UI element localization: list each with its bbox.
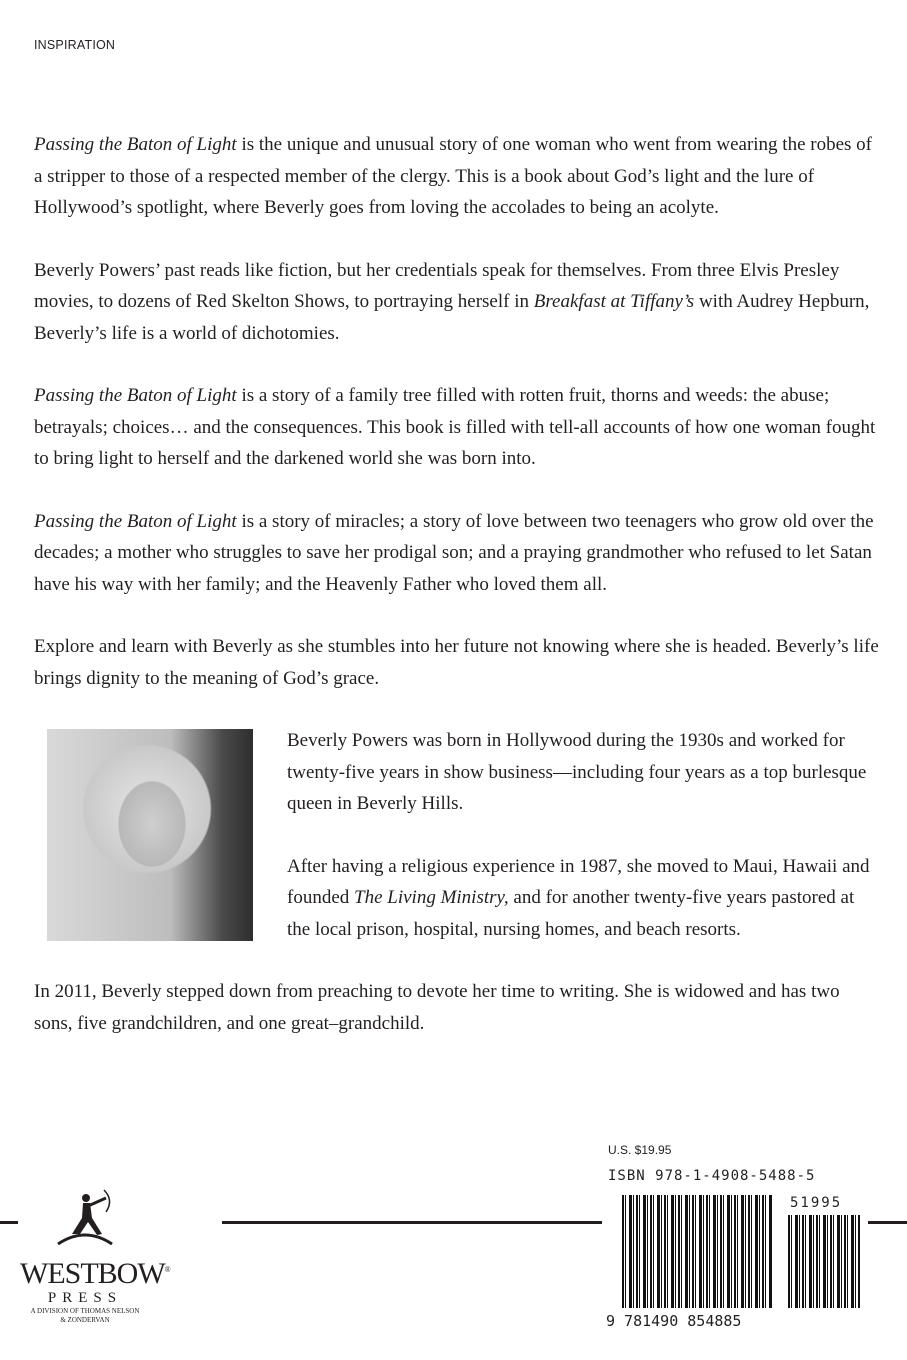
publisher-division: & ZONDERVAN (60, 1316, 110, 1324)
bio-text: and for another twenty-five years pastored at the local prison, hospital, nursing homes, and beach resorts. (287, 887, 855, 940)
film-title: Breakfast at Tiffany’s (533, 291, 695, 312)
book-title: Passing the Baton of Light (34, 134, 237, 155)
blurb-text: is a story of a family tree filled with rotten fruit, thorns and weeds: the abuse; betrayals; choices… and the consequences. This book is filled with tell-all accounts of how one woman fought to bring light to herself and the darkened world she was born into. (34, 385, 876, 469)
book-title: Passing the Baton of Light (34, 385, 237, 406)
isbn-barcode (622, 1195, 772, 1308)
blurb-text: is the unique and unusual story of one woman who went from wearing the robes of a stripper to those of a respected member of the clergy. This is a book about God’s light and the lure of Hollywood’s spotlight, where Beverly goes from loving the accolades to being an acolyte. (34, 134, 872, 218)
price: U.S. $19.95 (608, 1143, 672, 1157)
blurb-paragraph-3 (34, 380, 879, 475)
blurb-paragraph-4 (34, 506, 879, 601)
back-cover-text (34, 129, 879, 1070)
bio-text: After having a religious experience in 1987, she moved to Maui, Hawaii and founded (287, 855, 870, 908)
barcode-number: 9 781490 854885 (606, 1312, 742, 1330)
ministry-name: The Living Ministry, (354, 887, 509, 908)
author-photo (47, 729, 253, 941)
blurb-paragraph-2 (34, 255, 879, 350)
publisher-division: A DIVISION OF THOMAS NELSON (30, 1307, 140, 1315)
blurb-paragraph-1 (34, 129, 879, 224)
publisher-subname: PRESS (47, 1290, 123, 1306)
divider-line (0, 1221, 18, 1224)
bio-paragraph-3: In 2011, Beverly stepped down from preaching to devote her time to writing. She is widowed and has two sons, five grandchildren, and one great–grandchild. (34, 981, 840, 1034)
price-barcode (788, 1215, 861, 1308)
bio-paragraph-1: Beverly Powers was born in Hollywood during the 1930s and worked for twenty-five years in show business—including four years as a top burlesque queen in Beverly Hills. (287, 730, 867, 814)
isbn: ISBN 978-1-4908-5488-5 (608, 1168, 816, 1184)
category-label: INSPIRATION (34, 38, 116, 52)
blurb-paragraph-5: Explore and learn with Beverly as she stumbles into her future not knowing where she is headed. Beverly’s life brings dignity to the meaning of God’s grace. (34, 636, 879, 689)
divider-line (222, 1221, 602, 1224)
blurb-text: with Audrey Hepburn, Beverly’s life is a world of dichotomies. (34, 291, 870, 344)
author-bio (34, 725, 879, 1039)
blurb-text: Beverly Powers’ past reads like fiction, but her credentials speak for themselves. From three Elvis Presley movies, to dozens of Red Skelton Shows, to portraying herself in (34, 259, 840, 312)
price-code: 51995 (790, 1195, 843, 1211)
publisher-logo (20, 1188, 170, 1325)
book-title: Passing the Baton of Light (34, 510, 237, 532)
blurb-text: is a story of miracles; a story of love between two teenagers who grow old over the decades; a mother who struggles to save her prodigal son; and a praying grandmother who refused to let Satan have his way with her family; and the Heavenly Father who loved them all. (34, 510, 874, 595)
archer-icon (50, 1188, 120, 1246)
registered-mark: ® (164, 1265, 170, 1274)
publisher-name: WESTBOW (20, 1257, 165, 1290)
divider-line (868, 1221, 907, 1224)
